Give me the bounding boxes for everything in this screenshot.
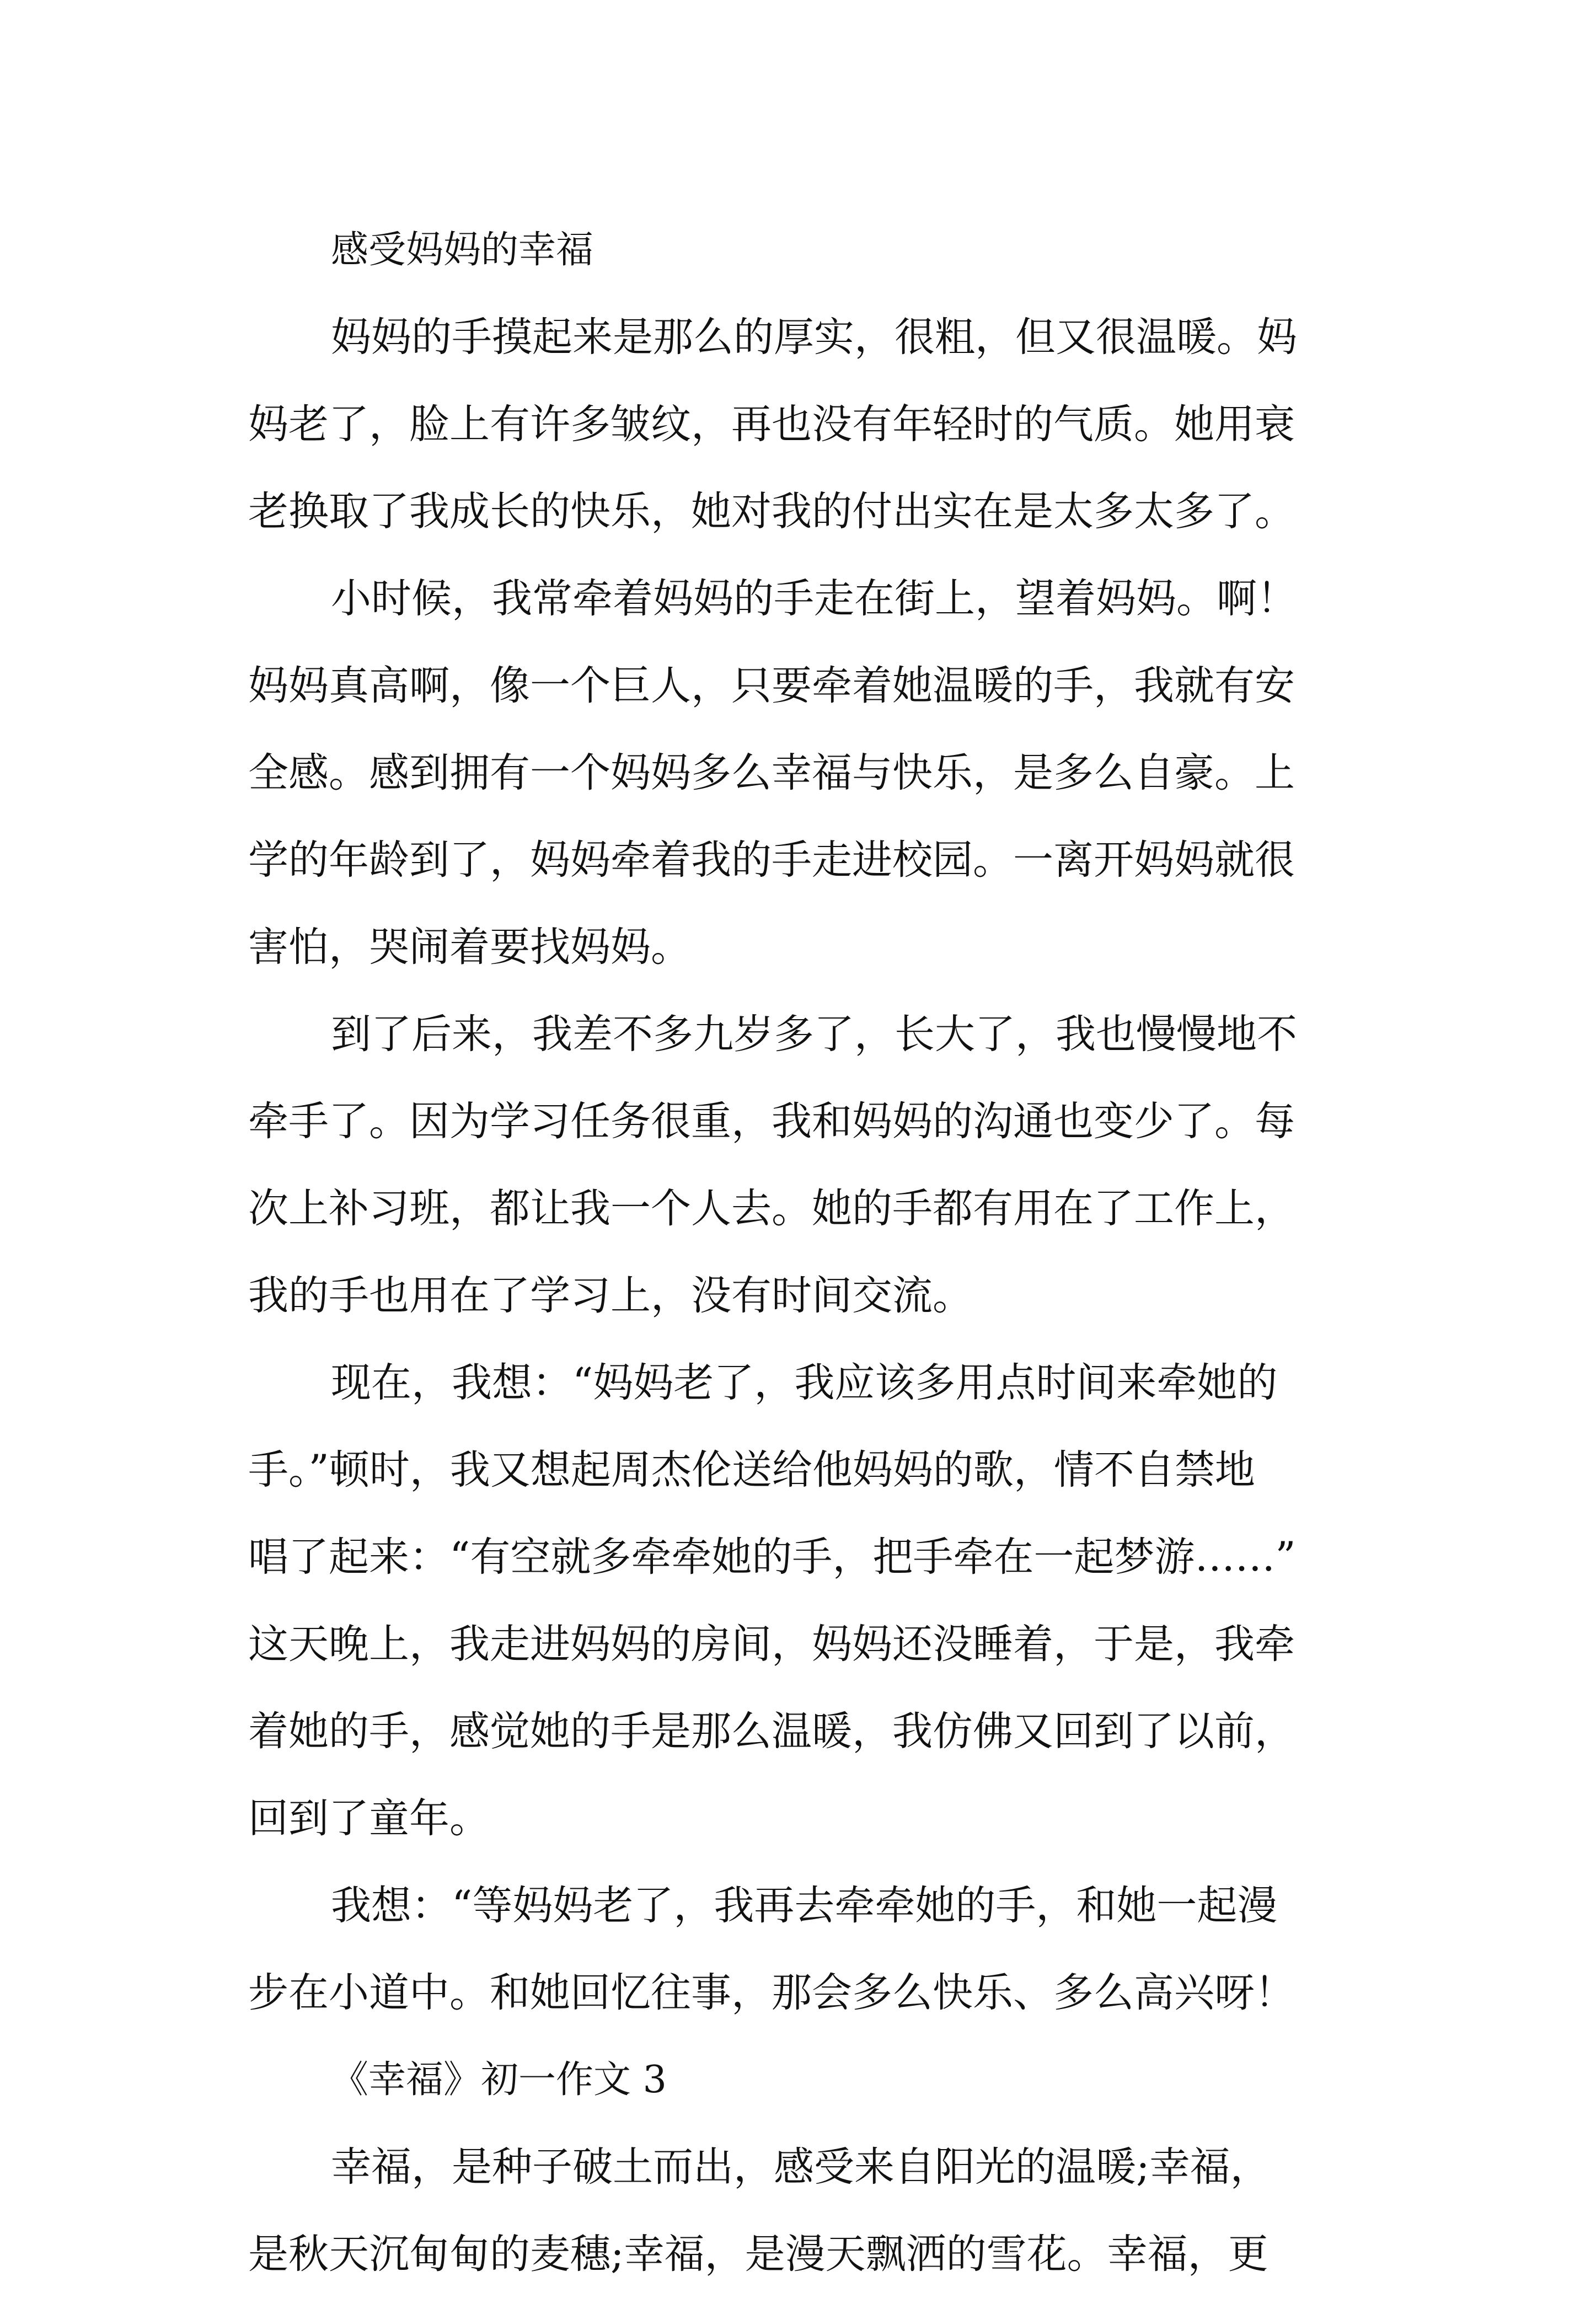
paragraph-line: 回到了童年。 <box>248 1795 490 1842</box>
paragraph-line: 学的年龄到了，妈妈牵着我的手走进校园。一离开妈妈就很 <box>248 837 1295 883</box>
paragraph-line: 是秋天沉甸甸的麦穗;幸福，是漫天飘洒的雪花。幸福，更 <box>248 2231 1268 2278</box>
paragraph-line: 步在小道中。和她回忆往事，那会多么快乐、多么高兴呀！ <box>248 1969 1295 2016</box>
paragraph-line: 全感。感到拥有一个妈妈多么幸福与快乐，是多么自豪。上 <box>248 749 1295 796</box>
section-heading: 《幸福》初一作文 3 <box>331 2058 667 2102</box>
paragraph-line: 现在，我想：“妈妈老了，我应该多用点时间来牵她的 <box>331 1359 1278 1406</box>
document-body <box>248 207 1362 2298</box>
paragraph-line: 我想：“等妈妈老了，我再去牵牵她的手，和她一起漫 <box>331 1882 1278 1929</box>
essay-title: 感受妈妈的幸福 <box>331 228 594 272</box>
paragraph-line: 妈老了，脸上有许多皱纹，再也没有年轻时的气质。她用衰 <box>248 401 1295 448</box>
paragraph-line: 唱了起来：“有空就多牵牵她的手，把手牵在一起梦游……” <box>248 1534 1296 1581</box>
paragraph-line: 小时候，我常牵着妈妈的手走在街上，望着妈妈。啊！ <box>331 575 1297 622</box>
paragraph-line: 手。”顿时，我又想起周杰伦送给他妈妈的歌，情不自禁地 <box>248 1447 1255 1493</box>
paragraph-line: 老换取了我成长的快乐，她对我的付出实在是太多太多了。 <box>248 488 1295 535</box>
paragraph-line: 妈妈真高啊，像一个巨人，只要牵着她温暖的手，我就有安 <box>248 662 1295 709</box>
paragraph-line: 我的手也用在了学习上，没有时间交流。 <box>248 1272 973 1319</box>
paragraph-line: 牵手了。因为学习任务很重，我和妈妈的沟通也变少了。每 <box>248 1098 1295 1145</box>
paragraph-line: 幸福，是种子破土而出，感受来自阳光的温暖;幸福， <box>331 2144 1271 2190</box>
paragraph-line: 妈妈的手摸起来是那么的厚实，很粗，但又很温暖。妈 <box>331 314 1297 361</box>
paragraph-line: 着她的手，感觉她的手是那么温暖，我仿佛又回到了以前， <box>248 1708 1295 1755</box>
paragraph-line: 次上补习班，都让我一个人去。她的手都有用在了工作上， <box>248 1185 1295 1232</box>
paragraph-line: 到了后来，我差不多九岁多了，长大了，我也慢慢地不 <box>331 1011 1297 1058</box>
paragraph-line: 这天晚上，我走进妈妈的房间，妈妈还没睡着，于是，我牵 <box>248 1621 1295 1668</box>
paragraph-line: 害怕，哭闹着要找妈妈。 <box>248 924 691 971</box>
